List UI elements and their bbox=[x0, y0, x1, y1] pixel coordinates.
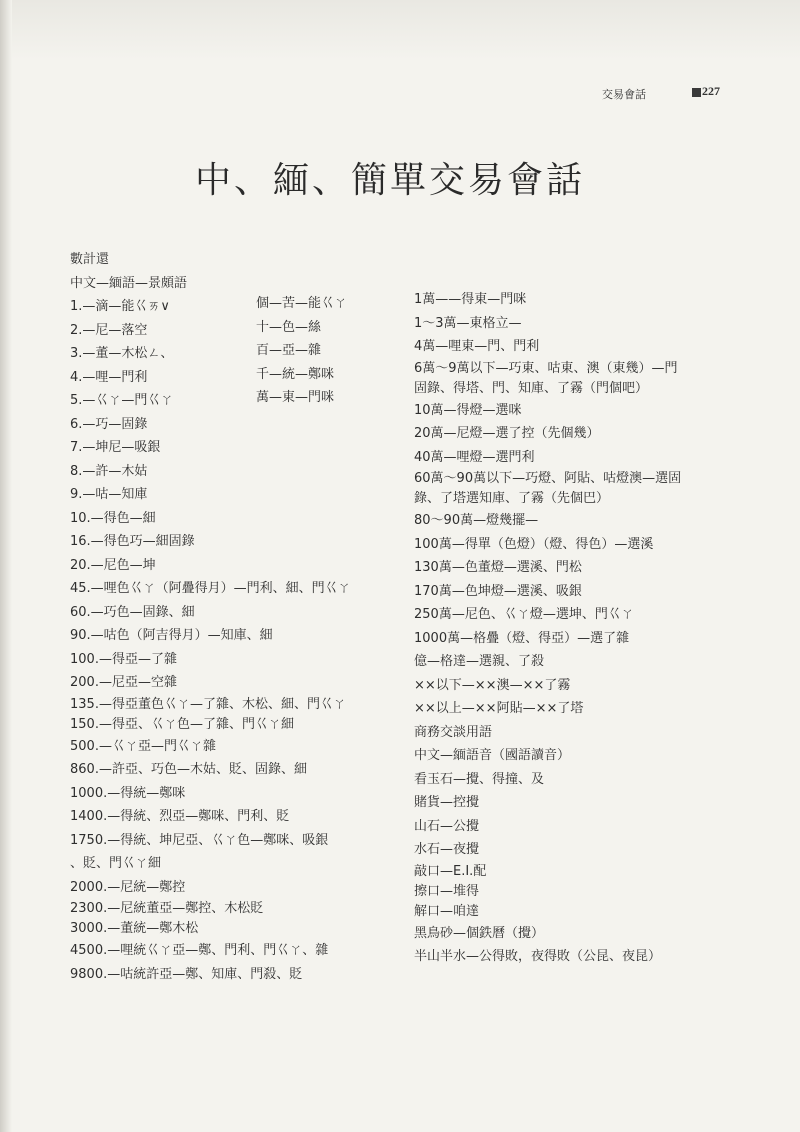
text-line: 2000.—尼統—鄭控 bbox=[70, 879, 186, 895]
text-line: 十—色—絲 bbox=[256, 319, 322, 335]
text-line: 60萬～90萬以下—巧燈、阿貼、咕燈澳—選固 bbox=[414, 471, 682, 486]
text-line: 7.—坤尼—吸銀 bbox=[70, 440, 161, 455]
text-line: 中文—緬語—景頗語 bbox=[70, 275, 188, 291]
text-line: 250萬—尼色、巜ㄚ燈—選坤、門巜ㄚ bbox=[414, 607, 634, 622]
text-line: 1000萬—格疊（燈、得亞）—選了雜 bbox=[414, 630, 630, 646]
text-line: 500.—巜ㄚ亞—門巜ㄚ雜 bbox=[70, 738, 216, 754]
page-number: 227 bbox=[702, 84, 720, 98]
text-line: 80～90萬—燈幾擺— bbox=[414, 513, 539, 528]
text-line: 1萬——得東—門咪 bbox=[414, 292, 527, 307]
text-line: 130萬—色董燈—選溪、門松 bbox=[414, 560, 582, 575]
text-line: 數計還 bbox=[70, 252, 110, 267]
text-line: 個—苦—能巜ㄚ bbox=[256, 296, 348, 311]
text-line: 90.—咕色（阿吉得月）—知庫、細 bbox=[70, 628, 273, 643]
text-line: 6.—巧—固錄 bbox=[70, 416, 148, 432]
text-line: 5.—巜ㄚ—門巜ㄚ bbox=[70, 393, 174, 408]
text-line: 擦口—堆得 bbox=[414, 883, 480, 899]
text-line: 16.—得色巧—細固錄 bbox=[70, 534, 195, 549]
text-line: 2300.—尼統董亞—鄭控、木松貶 bbox=[70, 901, 264, 916]
page-title: 中、緬、簡單交易會話 bbox=[194, 160, 585, 201]
section-title: 交易會話 bbox=[602, 88, 646, 101]
text-line: 水石—夜攪 bbox=[414, 842, 480, 857]
text-line: 億—格達—選親、了殺 bbox=[414, 654, 545, 669]
text-line: 1000.—得統—鄭咪 bbox=[70, 785, 186, 801]
text-line: 9.—咕—知庫 bbox=[70, 487, 148, 502]
text-line: 150.—得亞、巜ㄚ色—了雜、門巜ㄚ細 bbox=[70, 716, 294, 732]
text-line: 解口—咱達 bbox=[414, 903, 480, 919]
text-line: 10萬—得燈—選咪 bbox=[414, 402, 522, 418]
text-line: 賭貨—控攪 bbox=[414, 795, 480, 810]
running-header bbox=[560, 84, 740, 104]
text-line: 45.—哩色巜ㄚ（阿疊得月）—門利、細、門巜ㄚ bbox=[70, 581, 351, 596]
text-line: 4萬—哩東—門、門利 bbox=[414, 339, 540, 354]
text-line: 20.—尼色—坤 bbox=[70, 557, 156, 573]
text-line: 山石—公攪 bbox=[414, 818, 480, 834]
text-line: 商務交談用語 bbox=[414, 724, 493, 740]
text-line: 中文—緬語音（國語讀音） bbox=[414, 748, 571, 763]
text-line: 40萬—哩燈—選門利 bbox=[414, 449, 535, 465]
text-line: 100萬—得單（色燈）（燈、得色）—選溪 bbox=[414, 536, 654, 552]
text-line: 1.—滴—能巜ㄞ∨ bbox=[70, 299, 170, 314]
text-line: 黑鳥砂—個鉄曆（攪） bbox=[414, 925, 545, 941]
page-edge bbox=[0, 0, 12, 1132]
text-line: 20萬—尼燈—選了控（先個幾） bbox=[414, 426, 600, 441]
text-line: ××以上—××阿貼—××了塔 bbox=[414, 701, 584, 716]
text-line: 萬—東—門咪 bbox=[256, 390, 335, 405]
text-line: 60.—巧色—固錄、細 bbox=[70, 604, 195, 620]
text-line: 9800.—咕統許亞—鄭、知庫、門殺、貶 bbox=[70, 966, 303, 982]
text-line: 3.—董—木松ㄥ、 bbox=[70, 346, 174, 361]
text-line: 固錄、得塔、門、知庫、了霧（門個吧） bbox=[414, 380, 649, 396]
text-line: 1～3萬—東格立— bbox=[414, 315, 522, 331]
text-line: 1750.—得統、坤尼亞、巜ㄚ色—鄭咪、吸銀 bbox=[70, 832, 329, 848]
text-line: 860.—許亞、巧色—木姑、貶、固錄、細 bbox=[70, 762, 307, 777]
text-line: 100.—得亞—了雜 bbox=[70, 651, 177, 667]
text-line: 錄、了塔選知庫、了霧（先個巴） bbox=[414, 491, 610, 506]
text-line: 千—統—鄭咪 bbox=[256, 366, 335, 382]
text-line: 、貶、門巜ㄚ細 bbox=[70, 856, 162, 871]
right-column bbox=[414, 288, 681, 969]
page-marker-square bbox=[692, 88, 701, 97]
text-line: 4500.—哩統巜ㄚ亞—鄭、門利、門巜ㄚ、雜 bbox=[70, 943, 329, 958]
text-line: 10.—得色—細 bbox=[70, 510, 156, 526]
text-line: ××以下—××澳—××了霧 bbox=[414, 677, 571, 693]
text-line: 百—亞—雜 bbox=[256, 343, 322, 358]
middle-column bbox=[256, 292, 347, 410]
text-line: 8.—許—木姑 bbox=[70, 463, 148, 479]
text-line: 半山半水—公得敗，夜得敗（公昆、夜昆） bbox=[414, 949, 662, 964]
text-line: 135.—得亞董色巜ㄚ—了雜、木松、細、門巜ㄚ bbox=[70, 696, 346, 712]
text-line: 2.—尼—落空 bbox=[70, 322, 148, 338]
text-line: 200.—尼亞—空雜 bbox=[70, 675, 177, 690]
text-line: 看玉石—攪、得撞、及 bbox=[414, 771, 545, 787]
text-line: 6萬～9萬以下—巧東、咕東、澳（東幾）—門 bbox=[414, 360, 678, 376]
text-line: 3000.—董統—鄭木松 bbox=[70, 921, 199, 936]
text-line: 敲口—E.I.配 bbox=[414, 863, 487, 879]
text-line: 170萬—色坤燈—選溪、吸銀 bbox=[414, 583, 582, 599]
text-line: 1400.—得統、烈亞—鄭咪、門利、貶 bbox=[70, 809, 290, 824]
scan-shadow bbox=[0, 0, 800, 60]
text-line: 4.—哩—門利 bbox=[70, 369, 148, 385]
